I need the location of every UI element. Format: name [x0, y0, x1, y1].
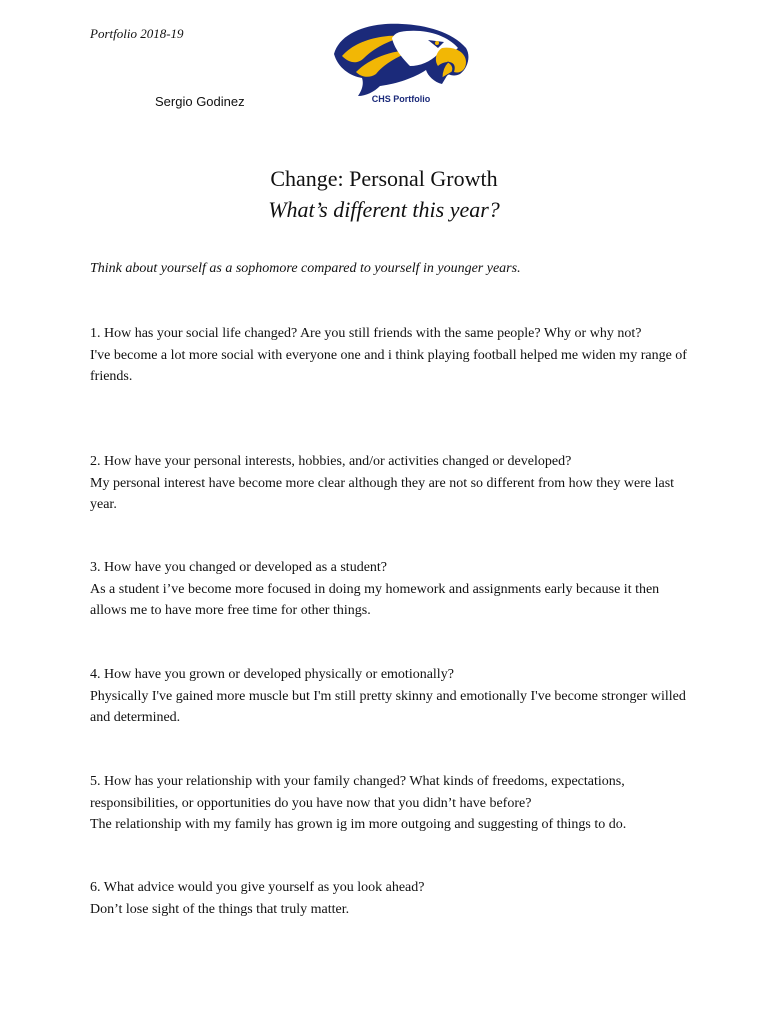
- page-title: Change: Personal Growth: [270, 166, 498, 191]
- question-block-2: [90, 451, 690, 516]
- logo-caption: CHS Portfolio: [371, 94, 431, 104]
- question-block-1: [90, 323, 690, 388]
- question-text: 3. How have you changed or developed as a student?: [90, 560, 388, 575]
- question-text: 5. How has your relationship with your family changed? What kinds of freedoms, expectations, responsibilities, or opportunities do you have now that you didn’t have before?: [90, 774, 625, 811]
- question-text: 6. What advice would you give yourself as you look ahead?: [90, 880, 425, 895]
- question-block-4: [90, 664, 690, 729]
- school-logo: [330, 18, 472, 118]
- prompt-text: Think about yourself as a sophomore compared to yourself in younger years.: [90, 261, 521, 276]
- answer-text: Physically I've gained more muscle but I'm still pretty skinny and emotionally I've become stronger willed and determined.: [90, 688, 686, 725]
- question-block-3: [90, 557, 690, 622]
- page-subtitle: What’s different this year?: [268, 197, 500, 222]
- answer-text: My personal interest have become more clear although they are not so different from how they were last year.: [90, 475, 675, 512]
- question-text: 1. How has your social life changed? Are you still friends with the same people? Why or why not?: [90, 326, 642, 341]
- question-text: 2. How have your personal interests, hobbies, and/or activities changed or developed?: [90, 454, 572, 469]
- answer-text: As a student i’ve become more focused in doing my homework and assignments early because it then allows me to have more free time for other things.: [90, 581, 660, 618]
- question-block-5: [90, 771, 690, 836]
- eagle-head-icon: [330, 18, 472, 102]
- question-text: 4. How have you grown or developed physically or emotionally?: [90, 667, 454, 682]
- answer-text: Don’t lose sight of the things that truly matter.: [90, 901, 350, 917]
- student-name: Sergio Godinez: [155, 94, 245, 109]
- answer-text: I've become a lot more social with everyone one and i think playing football helped me widen my range of friends.: [90, 347, 687, 384]
- portfolio-label: Portfolio 2018-19: [90, 26, 184, 41]
- question-block-6: [90, 877, 690, 920]
- answer-text: The relationship with my family has grown ig im more outgoing and suggesting of things to do.: [90, 817, 627, 832]
